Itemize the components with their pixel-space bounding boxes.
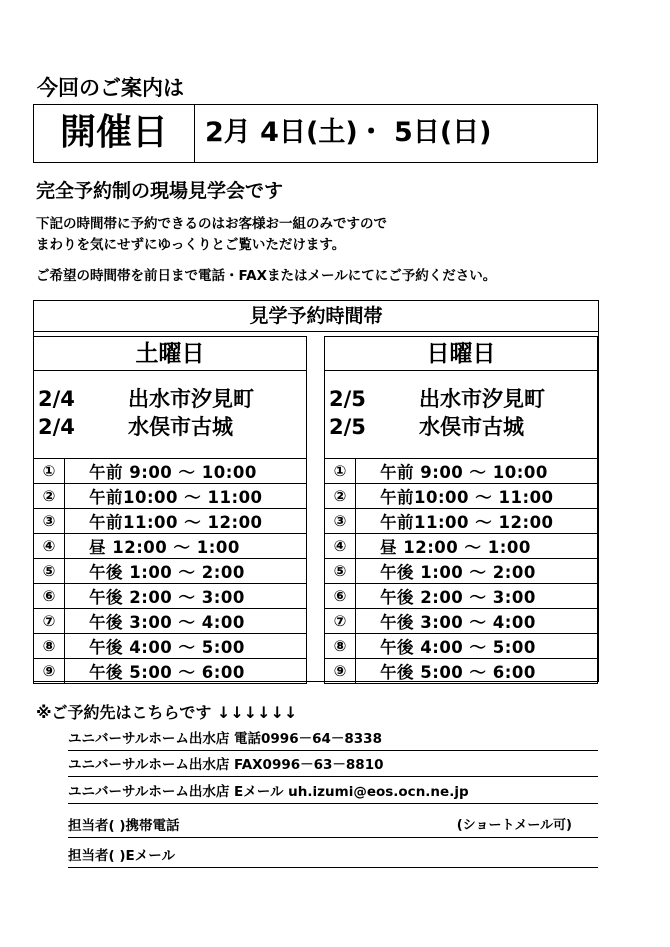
table-row	[325, 584, 598, 609]
table-row	[34, 634, 307, 659]
slot-time: 午後 2:00 ～ 3:00	[65, 584, 307, 609]
saturday-column	[33, 336, 307, 682]
table-row	[34, 584, 307, 609]
slot-number: ⑦	[325, 609, 356, 634]
staff-mobile-label: 担当者( )携帯電話	[68, 818, 180, 834]
slot-time: 午前11:00 ～ 12:00	[65, 509, 307, 534]
slot-time: 午後 4:00 ～ 5:00	[65, 634, 307, 659]
table-row	[325, 534, 598, 559]
saturday-locations	[33, 370, 307, 458]
slot-time: 昼 12:00 ～ 1:00	[356, 534, 598, 559]
table-row	[34, 609, 307, 634]
contact-phone: ユニバーサルホーム出水店 電話0996－64－8338	[68, 728, 598, 751]
slot-time: 午前 9:00 ～ 10:00	[356, 459, 598, 484]
slot-time: 午後 2:00 ～ 3:00	[356, 584, 598, 609]
contact-title: ※ご予約先はこちらです ↓↓↓↓↓↓	[36, 703, 298, 722]
table-row	[325, 634, 598, 659]
slot-number: ⑨	[34, 659, 65, 684]
schedule-title: 見学予約時間帯	[34, 301, 598, 332]
slot-number: ①	[325, 459, 356, 484]
reservation-instructions: ご希望の時間帯を前日まで電話・FAXまたはメールにてにご予約ください。	[36, 268, 497, 284]
location-place: 出水市汐見町	[128, 387, 254, 411]
slot-number: ⑨	[325, 659, 356, 684]
slot-time: 午後 3:00 ～ 4:00	[356, 609, 598, 634]
slot-number: ④	[34, 534, 65, 559]
slot-time: 午後 5:00 ～ 6:00	[356, 659, 598, 684]
event-date-value: 2月 4日(土)・ 5日(日)	[205, 117, 492, 148]
slot-number: ②	[34, 484, 65, 509]
slot-time: 午後 1:00 ～ 2:00	[65, 559, 307, 584]
table-row	[325, 659, 598, 684]
location-date: 2/5	[329, 415, 366, 439]
subtitle: 完全予約制の現場見学会です	[36, 180, 284, 202]
slot-number: ⑥	[325, 584, 356, 609]
slot-number: ⑤	[34, 559, 65, 584]
location-date: 2/4	[38, 415, 75, 439]
sunday-column	[324, 336, 598, 682]
slot-time: 午前10:00 ～ 11:00	[356, 484, 598, 509]
slot-number: ③	[34, 509, 65, 534]
contact-fax: ユニバーサルホーム出水店 FAX0996－63－8810	[68, 754, 598, 777]
slot-number: ⑧	[34, 634, 65, 659]
description-line-1: 下記の時間帯に予約できるのはお客様お一組のみですので	[36, 216, 387, 232]
slot-time: 午前11:00 ～ 12:00	[356, 509, 598, 534]
location-place: 水俣市古城	[128, 415, 233, 439]
sms-note: (ショートメール可)	[456, 818, 572, 833]
slot-time: 昼 12:00 ～ 1:00	[65, 534, 307, 559]
slot-time: 午前 9:00 ～ 10:00	[65, 459, 307, 484]
slot-number: ③	[325, 509, 356, 534]
slot-number: ②	[325, 484, 356, 509]
location-row	[329, 411, 524, 441]
location-date: 2/5	[329, 387, 366, 411]
location-place: 水俣市古城	[419, 415, 524, 439]
schedule-box	[33, 300, 599, 682]
table-row	[325, 559, 598, 584]
event-date-box	[33, 104, 598, 163]
sunday-header: 日曜日	[324, 336, 598, 370]
slot-number: ⑦	[34, 609, 65, 634]
location-row	[38, 383, 254, 413]
table-row	[34, 459, 307, 484]
sunday-slots-table	[324, 458, 598, 684]
contact-email: ユニバーサルホーム出水店 Eメール uh.izumi@eos.ocn.ne.jp	[68, 781, 598, 804]
table-row	[325, 509, 598, 534]
table-row	[34, 484, 307, 509]
location-row	[329, 383, 545, 413]
slot-number: ⑥	[34, 584, 65, 609]
slot-time: 午前10:00 ～ 11:00	[65, 484, 307, 509]
location-place: 出水市汐見町	[419, 387, 545, 411]
table-row	[34, 534, 307, 559]
table-row	[325, 459, 598, 484]
slot-number: ⑤	[325, 559, 356, 584]
intro-heading: 今回のご案内は	[37, 76, 184, 100]
slot-time: 午後 3:00 ～ 4:00	[65, 609, 307, 634]
saturday-slots-table	[33, 458, 307, 684]
slot-number: ⑧	[325, 634, 356, 659]
event-date-label: 開催日	[34, 105, 195, 162]
slot-time: 午後 1:00 ～ 2:00	[356, 559, 598, 584]
table-row	[325, 609, 598, 634]
sunday-locations	[324, 370, 598, 458]
slot-time: 午後 5:00 ～ 6:00	[65, 659, 307, 684]
slot-number: ④	[325, 534, 356, 559]
location-date: 2/4	[38, 387, 75, 411]
location-row	[38, 411, 233, 441]
saturday-header: 土曜日	[33, 336, 307, 370]
staff-mobile-line	[68, 815, 598, 838]
staff-email-line: 担当者( )Eメール	[68, 845, 598, 868]
table-row	[325, 484, 598, 509]
table-row	[34, 509, 307, 534]
slot-number: ①	[34, 459, 65, 484]
table-row	[34, 559, 307, 584]
slot-time: 午後 4:00 ～ 5:00	[356, 634, 598, 659]
description-line-2: まわりを気にせずにゆっくりとご覧いただけます。	[36, 237, 346, 253]
table-row	[34, 659, 307, 684]
